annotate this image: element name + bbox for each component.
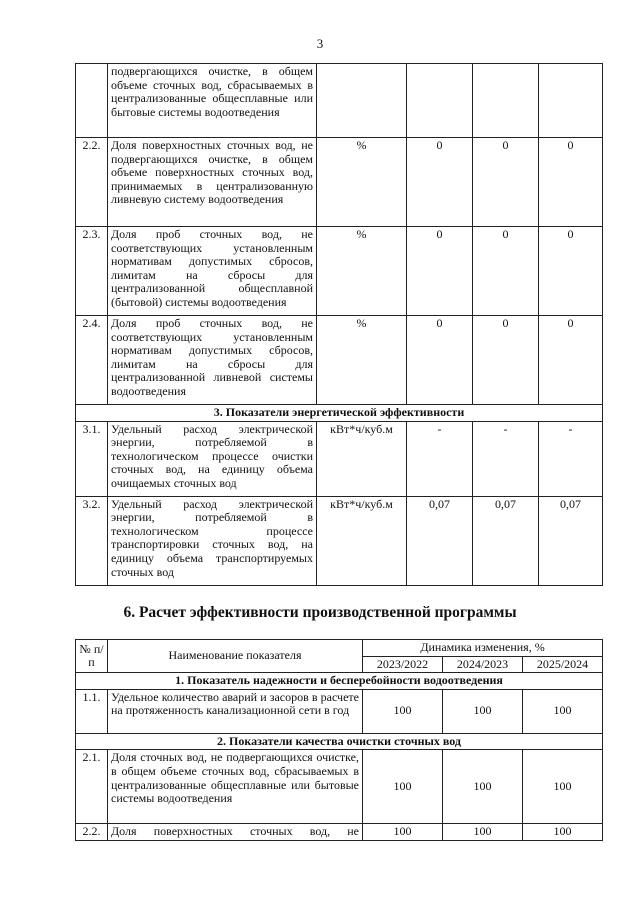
row-number: 2.3. <box>76 227 108 316</box>
row-number: 2.2. <box>76 824 108 841</box>
indicator-name: Доля проб сточных вод, не соответствующих установленным нормативам допустимых сбросов, лимитам на сбросы для централизованной общесплавной (бытовой) системы водоотведения <box>108 227 317 316</box>
table-row <box>76 227 603 316</box>
indicator-name: Доля проб сточных вод, не соответствующих установленным нормативам допустимых сбросов, лимитам на сбросы для централизованной ливневой системы водоотведения <box>108 316 317 405</box>
unit <box>317 64 407 138</box>
row-number <box>76 64 108 138</box>
value-2025: 0 <box>539 316 603 405</box>
unit: % <box>317 227 407 316</box>
header-name: Наименование показателя <box>108 640 363 673</box>
value-2023: 0,07 <box>407 496 473 585</box>
table-row <box>76 421 603 496</box>
table-row <box>76 824 603 841</box>
dynamics-2023: 100 <box>363 689 443 733</box>
indicator-name: подвергающихся очистке, в общем объеме сточных вод, сбрасываемых в централизованные общесплавные или бытовые системы водоотведения <box>108 64 317 138</box>
value-2024: 0,07 <box>473 496 539 585</box>
table-row <box>76 316 603 405</box>
value-2025: - <box>539 421 603 496</box>
indicator-name: Удельный расход электрической энергии, потребляемой в технологическом процессе транспортировки сточных вод, на единицу объема транспортируемых сточных вод <box>108 496 317 585</box>
dynamics-2023: 100 <box>363 824 443 841</box>
value-2023 <box>407 64 473 138</box>
table-row <box>76 750 603 824</box>
unit: % <box>317 138 407 227</box>
table-row <box>76 496 603 585</box>
header-year: 2023/2022 <box>363 656 443 673</box>
value-2024: 0 <box>473 227 539 316</box>
row-number: 2.1. <box>76 750 108 824</box>
efficiency-table <box>75 639 603 841</box>
value-2024: 0 <box>473 138 539 227</box>
dynamics-2023: 100 <box>363 750 443 824</box>
value-2025: 0 <box>539 227 603 316</box>
value-2023: 0 <box>407 316 473 405</box>
table-row <box>76 138 603 227</box>
section-6-title: 6. Расчет эффективности производственной программы <box>123 604 517 621</box>
header-row <box>76 640 603 657</box>
header-year: 2025/2024 <box>523 656 603 673</box>
section-title: 1. Показатель надежности и бесперебойности водоотведения <box>76 673 603 690</box>
row-number: 3.1. <box>76 421 108 496</box>
section-title: 3. Показатели энергетической эффективности <box>76 405 603 422</box>
row-number: 2.4. <box>76 316 108 405</box>
header-num: № п/п <box>76 640 108 673</box>
value-2024: 0 <box>473 316 539 405</box>
header-dynamics: Динамика изменения, % <box>363 640 603 657</box>
table-row <box>76 689 603 733</box>
dynamics-2025: 100 <box>523 750 603 824</box>
row-number: 2.2. <box>76 138 108 227</box>
value-2023: 0 <box>407 138 473 227</box>
dynamics-2024: 100 <box>443 689 523 733</box>
dynamics-2025: 100 <box>523 689 603 733</box>
value-2023: 0 <box>407 227 473 316</box>
value-2024 <box>473 64 539 138</box>
section-title: 2. Показатели качества очистки сточных вод <box>76 733 603 750</box>
dynamics-2024: 100 <box>443 824 523 841</box>
value-2024: - <box>473 421 539 496</box>
row-number: 1.1. <box>76 689 108 733</box>
dynamics-2025: 100 <box>523 824 603 841</box>
table-row <box>76 64 603 138</box>
value-2023: - <box>407 421 473 496</box>
row-number: 3.2. <box>76 496 108 585</box>
value-2025: 0 <box>539 138 603 227</box>
indicator-name: Доля поверхностных сточных вод, не подвергающихся очистке, в общем объеме поверхностных сточных вод, принимаемых в централизованную ливневую систему водоотведения <box>108 138 317 227</box>
section-header <box>76 733 603 750</box>
indicator-name: Доля сточных вод, не подвергающихся очистке, в общем объеме сточных вод, сбрасываемых в централизованные общесплавные или бытовые системы водоотведения <box>108 750 363 824</box>
indicators-table <box>75 63 603 586</box>
section-header <box>76 673 603 690</box>
value-2025 <box>539 64 603 138</box>
indicator-name: Удельный расход электрической энергии, потребляемой в технологическом процессе очистки сточных вод, на единицу объема очищаемых сточных вод <box>108 421 317 496</box>
section-header <box>76 405 603 422</box>
value-2025: 0,07 <box>539 496 603 585</box>
page-number: 3 <box>316 36 324 51</box>
unit: кВт*ч/куб.м <box>317 421 407 496</box>
header-year: 2024/2023 <box>443 656 523 673</box>
dynamics-2024: 100 <box>443 750 523 824</box>
unit: % <box>317 316 407 405</box>
unit: кВт*ч/куб.м <box>317 496 407 585</box>
indicator-name: Удельное количество аварий и засоров в расчете на протяженность канализационной сети в год <box>108 689 363 733</box>
indicator-name: Доля поверхностных сточных вод, не <box>108 824 363 841</box>
